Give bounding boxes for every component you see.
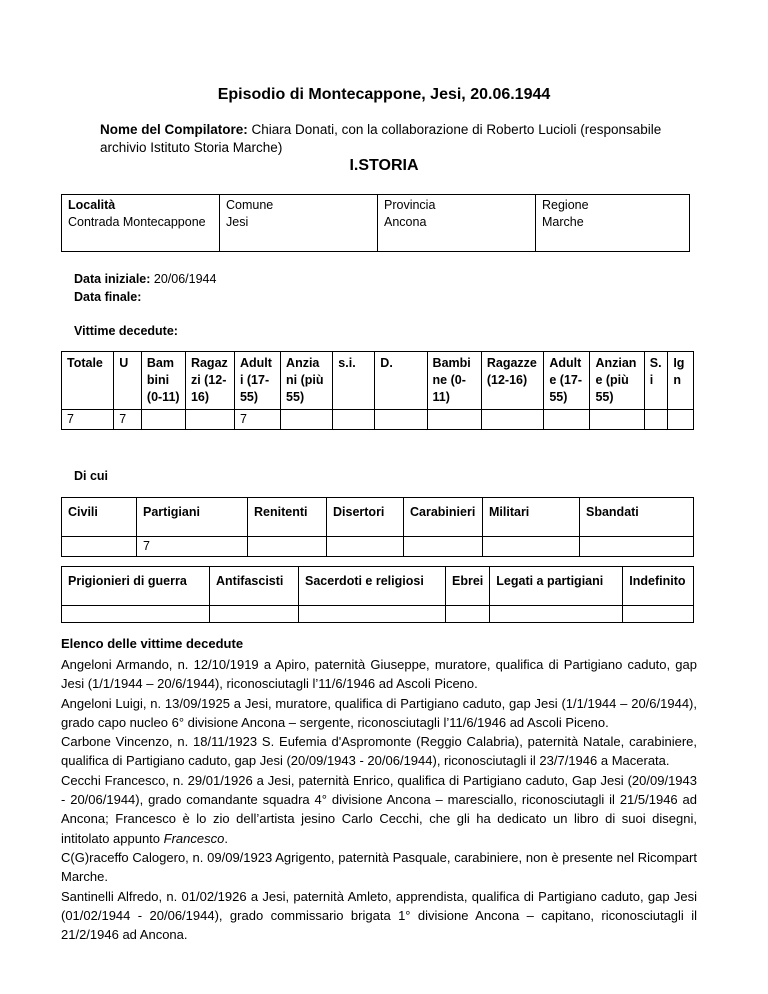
- victims-value: 7: [62, 410, 114, 430]
- compiler-label: Nome del Compilatore:: [100, 122, 248, 137]
- victims-title: Vittime decedute:: [74, 324, 178, 338]
- start-date: [74, 270, 216, 288]
- victims-header: Adult e (17-55): [544, 352, 590, 410]
- category2-value: [490, 606, 623, 623]
- victim-entry: Angeloni Armando, n. 12/10/1919 a Apiro, paternità Giuseppe, muratore, qualifica di Partigiano caduto, gap Jesi (1/1/1944 – 20/6/1944), riconosciutagli l’11/6/1946 ad Ascoli Piceno.: [61, 657, 697, 692]
- location-row: [62, 195, 690, 252]
- regione-value: Marche: [542, 215, 584, 229]
- victims-header: Anzian e (più 55): [590, 352, 644, 410]
- document-title: Episodio di Montecappone, Jesi, 20.06.1944: [217, 86, 551, 103]
- categories-values-row: [62, 537, 694, 557]
- provincia-cell: [378, 195, 536, 252]
- victims-header: Bam bini (0-11): [141, 352, 185, 410]
- category2-header: Antifascisti: [210, 567, 299, 606]
- compiler-value: Chiara Donati, con la collaborazione di Roberto Lucioli (responsabile archivio Istituto Storia Marche): [100, 122, 662, 155]
- category-header: Renitenti: [248, 498, 327, 537]
- victims-header: Adult i (17-55): [234, 352, 280, 410]
- comune-cell: [220, 195, 378, 252]
- section-heading: I.STORIA: [349, 157, 419, 174]
- comune-value: Jesi: [226, 215, 249, 229]
- category-header: Sbandati: [580, 498, 694, 537]
- category-value: [62, 537, 137, 557]
- victims-value: [141, 410, 185, 430]
- category2-value: [62, 606, 210, 623]
- category-header: Carabinieri: [404, 498, 483, 537]
- category-header: Civili: [62, 498, 137, 537]
- victims-value: 7: [234, 410, 280, 430]
- victims-header: Ragaz zi (12-16): [185, 352, 234, 410]
- category-header: Partigiani: [137, 498, 248, 537]
- victim-entry: C(G)raceffo Calogero, n. 09/09/1923 Agrigento, paternità Pasquale, carabiniere, non è presente nel Ricompart Marche.: [61, 849, 697, 885]
- victims-header: S. i: [644, 352, 668, 410]
- victims-header: Anzia ni (più 55): [281, 352, 333, 410]
- victims-value: [668, 410, 694, 430]
- category-value: [580, 537, 694, 557]
- location-table: [61, 194, 690, 252]
- victim-entry: [61, 771, 697, 848]
- victim-entry-text: Cecchi Francesco, n. 29/01/1926 a Jesi, paternità Enrico, qualifica di Partigiano caduto, Gap Jesi (20/09/1943 - 20/06/1944), grado comandante squadra 4° divisione Ancona – maresciallo, riconosciutagli il 21/5/1946 ad Ancona; Francesco è lo zio dell’artista jesino Carlo Cecchi, che gli ha dedicato un libro di suoi disegni, intitolato appunto: [61, 772, 697, 846]
- categories-header-row: [62, 498, 694, 537]
- category2-value: [299, 606, 446, 623]
- victims-value: [281, 410, 333, 430]
- category-value: [483, 537, 580, 557]
- categories2-header-row: [62, 567, 694, 606]
- victims-value: [375, 410, 427, 430]
- victims-list-title: Elenco delle vittime decedute: [61, 636, 244, 651]
- provincia-header: Provincia: [384, 198, 436, 212]
- victims-header: Totale: [62, 352, 114, 410]
- victims-header: D.: [375, 352, 427, 410]
- category-value: [248, 537, 327, 557]
- end-date: [74, 288, 216, 306]
- start-date-label: Data iniziale:: [74, 272, 151, 286]
- regione-cell: [536, 195, 690, 252]
- victims-header: Ragazze (12-16): [481, 352, 544, 410]
- victims-value: [333, 410, 375, 430]
- category-value: [327, 537, 404, 557]
- victim-entry-end: .: [224, 830, 228, 846]
- comune-header: Comune: [226, 198, 274, 212]
- provincia-value: Ancona: [384, 215, 427, 229]
- start-date-value: 20/06/1944: [150, 272, 217, 286]
- victims-header: U: [114, 352, 142, 410]
- category-value: 7: [137, 537, 248, 557]
- category2-value: [210, 606, 299, 623]
- victims-value: [427, 410, 481, 430]
- victim-entry: Santinelli Alfredo, n. 01/02/1926 a Jesi, paternità Amleto, apprendista, qualifica di Partigiano caduto, gap Jesi (01/02/1944 - 20/06/1944), grado commissario brigata 1° divisione Ancona – capitano, riconosciutagli il 21/2/1946 ad Ancona.: [61, 888, 697, 943]
- victim-entry: Carbone Vincenzo, n. 18/11/1923 S. Eufemia d'Aspromonte (Reggio Calabria), paternità Natale, carabiniere, qualifica di Partigiano caduto, gap Jesi (20/09/1943 - 20/06/1944), riconosciutagli il 23/7/1946 a Macerata.: [61, 734, 697, 769]
- victims-value: [481, 410, 544, 430]
- categories2-values-row: [62, 606, 694, 623]
- victim-entry: Angeloni Luigi, n. 13/09/1925 a Jesi, muratore, qualifica di Partigiano caduto, gap Jesi (1/1/1944 – 20/6/1944), grado capo nucleo 6° divisione Ancona – sergente, riconosciutagli l’11/6/1946 ad Ascoli Piceno.: [61, 695, 697, 730]
- category2-header: Legati a partigiani: [490, 567, 623, 606]
- compiler-line: [100, 121, 700, 157]
- victims-header: Ig n: [668, 352, 694, 410]
- di-cui-label: Di cui: [74, 469, 109, 483]
- categories-table-1: [61, 497, 694, 557]
- regione-header: Regione: [542, 198, 589, 212]
- location-value: Contrada Montecappone: [68, 215, 206, 229]
- victims-value: [590, 410, 644, 430]
- category2-value: [623, 606, 694, 623]
- victims-header: Bambi ne (0-11): [427, 352, 481, 410]
- category-header: Disertori: [327, 498, 404, 537]
- categories-table-2: [61, 566, 694, 623]
- category2-header: Sacerdoti e religiosi: [299, 567, 446, 606]
- victims-header: s.i.: [333, 352, 375, 410]
- book-title: Francesco: [163, 830, 225, 846]
- victims-table: [61, 351, 694, 430]
- victims-list: [61, 655, 697, 944]
- location-header: Località: [68, 198, 116, 212]
- victims-value: [185, 410, 234, 430]
- victims-value: [644, 410, 668, 430]
- end-date-label: Data finale:: [74, 290, 142, 304]
- category-value: [404, 537, 483, 557]
- category2-header: Ebrei: [446, 567, 490, 606]
- victims-header-row: [62, 352, 694, 410]
- location-cell: [62, 195, 220, 252]
- victims-values-row: [62, 410, 694, 430]
- category-header: Militari: [483, 498, 580, 537]
- victims-value: 7: [114, 410, 142, 430]
- category2-header: Indefinito: [623, 567, 694, 606]
- category2-value: [446, 606, 490, 623]
- dates-block: [74, 270, 216, 306]
- category2-header: Prigionieri di guerra: [62, 567, 210, 606]
- victims-value: [544, 410, 590, 430]
